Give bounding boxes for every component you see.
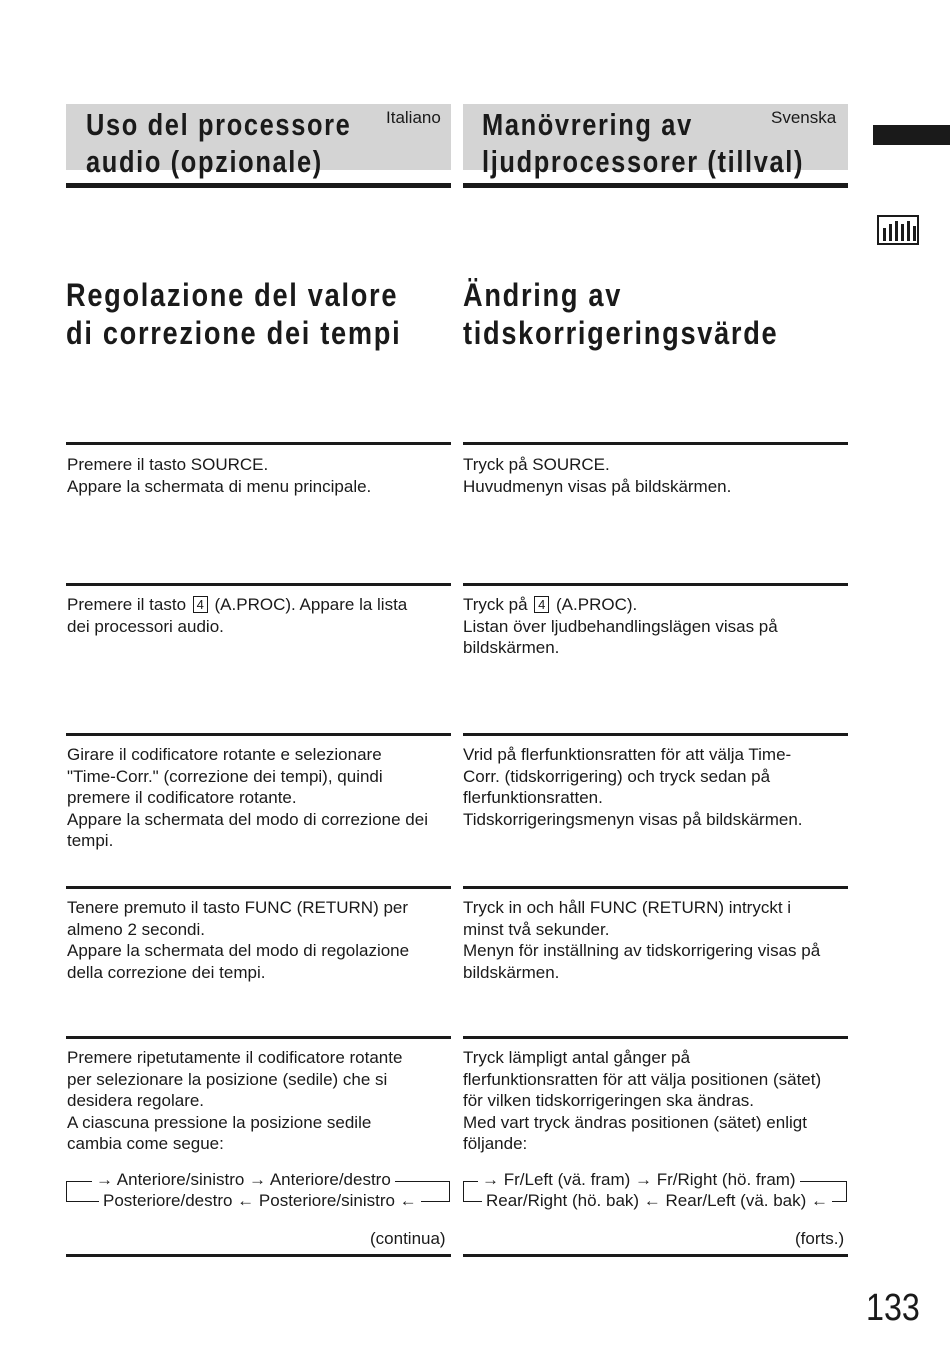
continued-label-sv: (forts.): [795, 1229, 845, 1248]
step-line: tempi.: [67, 831, 114, 850]
step-line: Listan över ljudbehandlingslägen visas på: [463, 616, 778, 636]
step-line: för vilken tidskorrigeringen ska ändras.: [463, 1091, 755, 1110]
step-text-sv-5: [463, 1047, 821, 1155]
step-line: Tryck på SOURCE.: [463, 455, 610, 474]
cycle-top-sv: → Fr/Left (vä. fram) → Fr/Right (hö. fram): [478, 1169, 800, 1191]
step-text-sv-1: [463, 454, 731, 497]
step-line: minst två sekunder.: [463, 919, 610, 939]
step-line: Vrid på flerfunktionsratten för att välja Time-: [463, 745, 792, 764]
step-line: desidera regolare.: [67, 1091, 205, 1110]
step-line-post: (A.PROC). Appare la lista: [214, 595, 408, 614]
chapter-tab-marker: [873, 125, 950, 145]
step-line: almeno 2 secondi.: [67, 919, 205, 939]
step-rule-sv-1: [463, 442, 848, 445]
header-title-it-line1: Uso del processore: [86, 107, 352, 142]
equalizer-icon: [877, 215, 919, 245]
key-4-icon: 4: [534, 596, 549, 613]
step-line: [463, 594, 778, 616]
step-line: Appare la schermata di menu principale.: [67, 476, 372, 496]
step-line: dei processori audio.: [67, 616, 224, 636]
step-line: Huvudmenyn visas på bildskärmen.: [463, 476, 732, 496]
step-line: Tryck lämpligt antal gånger på: [463, 1048, 691, 1067]
step-line: Girare il codificatore rotante e selezionare: [67, 745, 382, 764]
section-title-sv-line2: tidskorrigeringsvärde: [463, 315, 779, 351]
step-line: Med vart tryck ändras positionen (sätet) enligt: [463, 1112, 807, 1132]
step-line: cambia come segue:: [67, 1134, 224, 1153]
step-line: Appare la schermata del modo di regolazione: [67, 941, 410, 960]
step-line-post: (A.PROC).: [556, 595, 638, 614]
step-line: Tenere premuto il tasto FUNC (RETURN) per: [67, 898, 409, 917]
step-line: [67, 594, 407, 616]
header-title-sv-line2: ljudprocessorer (tillval): [482, 144, 805, 179]
step-line: Menyn för inställning av tidskorrigering visas på: [463, 941, 821, 960]
step-text-sv-2: [463, 594, 778, 659]
step-line: flerfunktionsratten för att välja positionen (sätet): [463, 1069, 822, 1089]
header-title-sv: [482, 106, 804, 180]
step-text-it-2: [67, 594, 407, 637]
section-title-it: [66, 276, 401, 352]
step-line: Tryck in och håll FUNC (RETURN) intryckt i: [463, 898, 792, 917]
header-title-it-line2: audio (opzionale): [86, 144, 323, 179]
cycle-top-it: → Anteriore/sinistro → Anteriore/destro: [92, 1169, 395, 1191]
cycle-bottom-it: Posteriore/destro ← Posteriore/sinistro ←: [99, 1190, 421, 1212]
step-line-pre: Tryck på: [463, 595, 528, 614]
step-line: flerfunktionsratten.: [463, 788, 603, 807]
step-line: per selezionare la posizione (sedile) che si: [67, 1069, 388, 1089]
step-rule-it-1: [66, 442, 451, 445]
section-title-it-line2: di correzione dei tempi: [66, 315, 402, 351]
step-line: följande:: [463, 1134, 528, 1153]
step-line: Premere il tasto SOURCE.: [67, 455, 269, 474]
cycle-bottom-sv: Rear/Right (hö. bak) ← Rear/Left (vä. bak) ←: [482, 1190, 832, 1212]
step-text-it-5: [67, 1047, 402, 1155]
step-rule-it-5: [66, 1036, 451, 1039]
step-rule-sv-4: [463, 886, 848, 889]
step-rule-sv-5: [463, 1036, 848, 1039]
step-text-sv-3: [463, 744, 803, 830]
header-rule-it: [66, 183, 451, 188]
section-title-sv-line1: Ändring av: [463, 277, 623, 313]
section-title-it-line1: Regolazione del valore: [66, 277, 399, 313]
step-text-it-3: [67, 744, 428, 852]
step-line-pre: Premere il tasto: [67, 595, 187, 614]
language-label-it: Italiano: [386, 108, 441, 127]
header-title-sv-line1: Manövrering av: [482, 107, 693, 142]
step-line: "Time-Corr." (correzione dei tempi), quindi: [67, 766, 383, 786]
step-rule-sv-3: [463, 733, 848, 736]
bottom-rule-it: [66, 1254, 451, 1257]
step-rule-it-3: [66, 733, 451, 736]
step-line: Corr. (tidskorrigering) och tryck sedan på: [463, 766, 771, 786]
continued-label-it: (continua): [370, 1229, 446, 1248]
step-line: bildskärmen.: [463, 638, 560, 657]
key-4-icon: 4: [193, 596, 208, 613]
step-line: premere il codificatore rotante.: [67, 788, 297, 807]
step-line: bildskärmen.: [463, 962, 560, 982]
step-line: della correzione dei tempi.: [67, 962, 266, 982]
step-text-it-1: [67, 454, 371, 497]
step-line: Premere ripetutamente il codificatore rotante: [67, 1048, 403, 1067]
header-rule-sv: [463, 183, 848, 188]
step-line: Tidskorrigeringsmenyn visas på bildskärmen.: [463, 809, 803, 829]
step-line: A ciascuna pressione la posizione sedile: [67, 1112, 372, 1132]
step-line: Appare la schermata del modo di correzione dei: [67, 809, 428, 829]
step-rule-it-4: [66, 886, 451, 889]
bottom-rule-sv: [463, 1254, 848, 1257]
section-title-sv: [463, 276, 778, 352]
page-number: 133: [866, 1287, 920, 1329]
header-title-it: [86, 106, 351, 180]
step-rule-it-2: [66, 583, 451, 586]
language-label-sv: Svenska: [771, 108, 837, 127]
step-text-it-4: [67, 897, 409, 983]
step-text-sv-4: [463, 897, 820, 983]
step-rule-sv-2: [463, 583, 848, 586]
